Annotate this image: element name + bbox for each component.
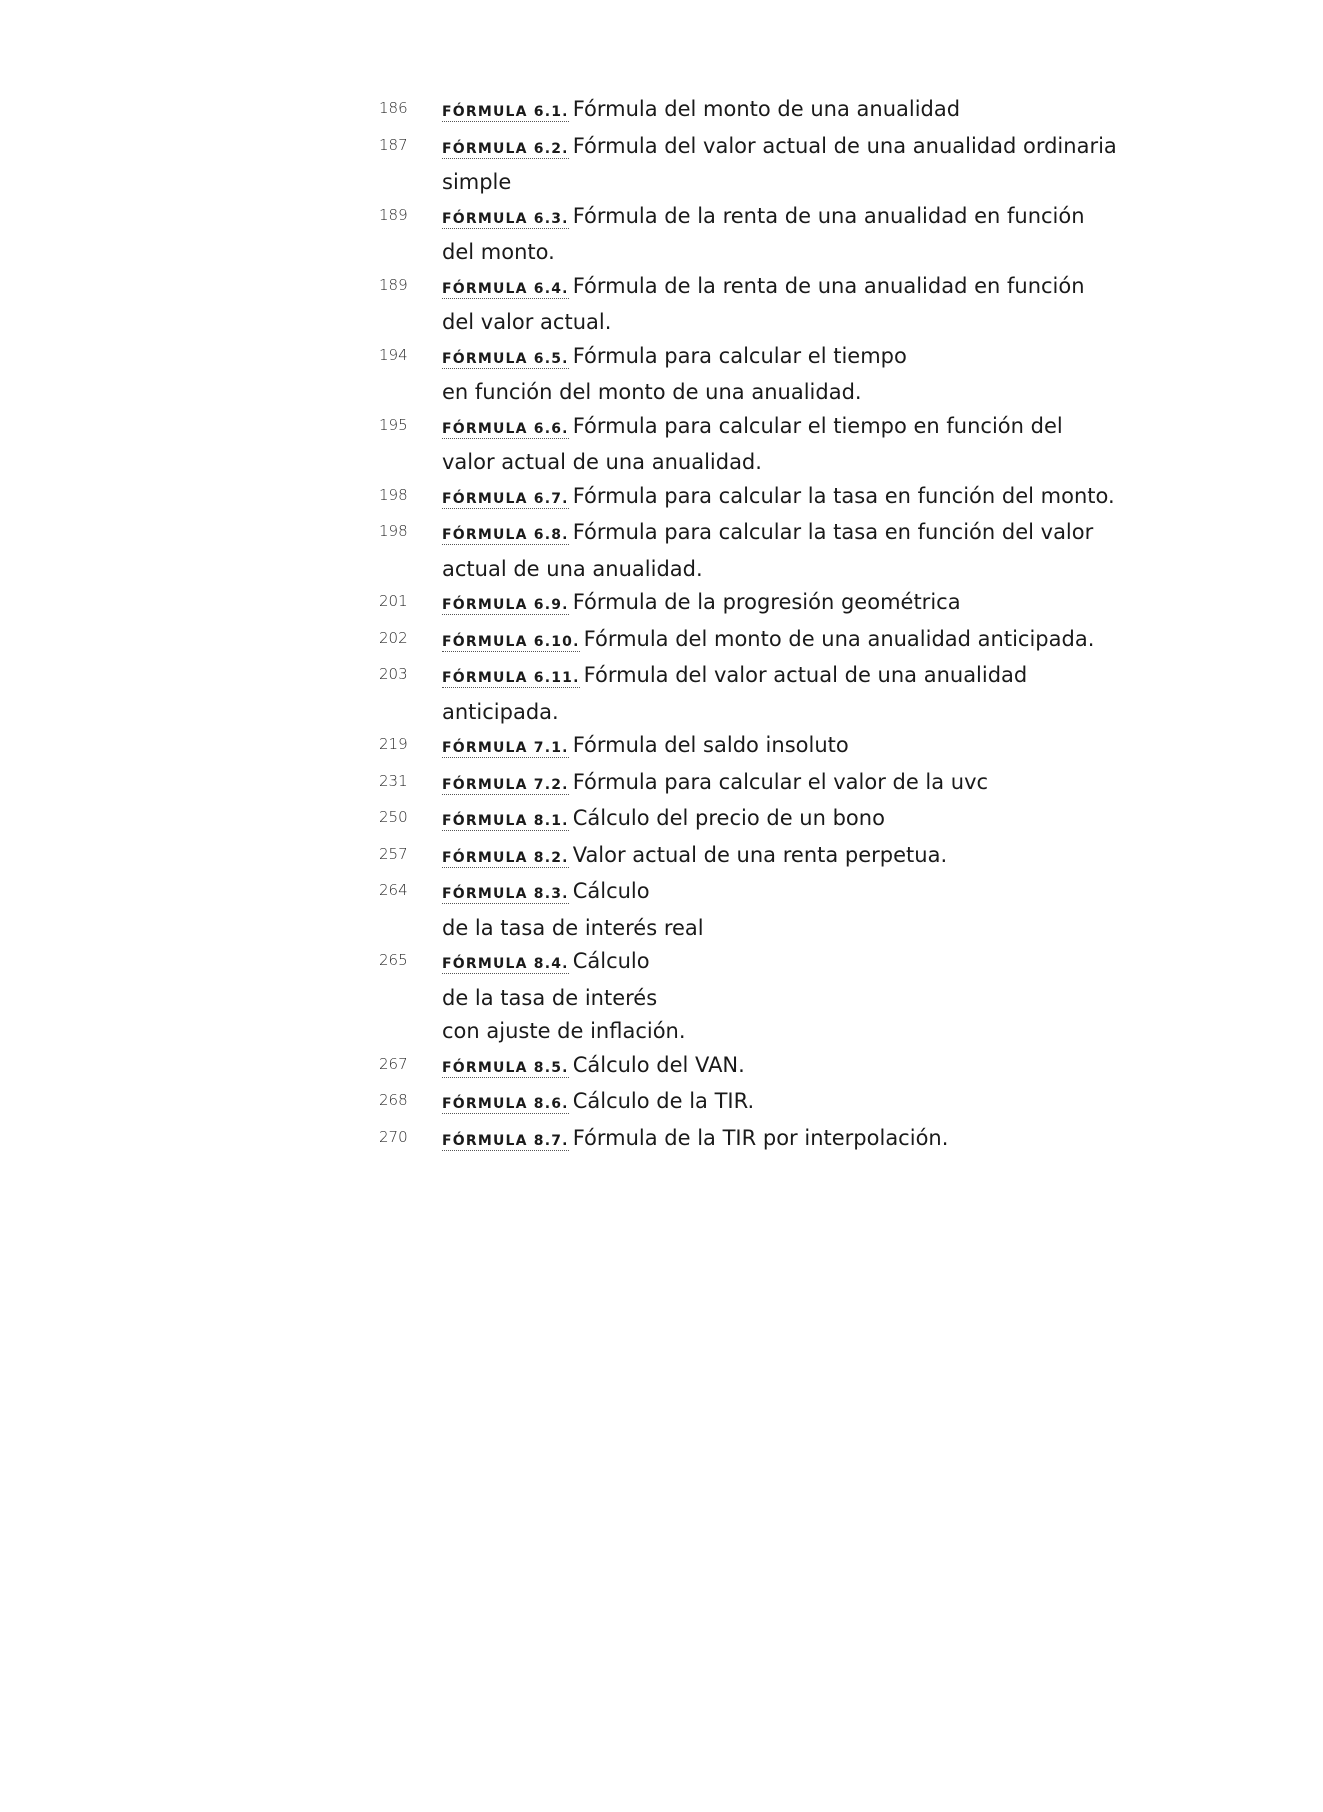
- page-number: 257: [379, 844, 408, 863]
- entry-text: [442, 93, 1162, 130]
- entry-text: [442, 875, 1162, 945]
- entry-text: [442, 1122, 1162, 1159]
- entry-title: con ajuste de inflación.: [442, 1019, 686, 1043]
- entry-title: de la tasa de interés real: [442, 915, 704, 940]
- entry-line: [442, 200, 1162, 237]
- entry-line: [442, 93, 1162, 130]
- index-entry: [0, 623, 1323, 660]
- formula-label: FÓRMULA 6.10.: [442, 633, 580, 650]
- formula-label: FÓRMULA 8.7.: [442, 1132, 569, 1149]
- formula-index: [0, 93, 1323, 1158]
- index-entry: [0, 516, 1323, 586]
- entry-line: [442, 839, 1162, 876]
- index-entry: [0, 480, 1323, 517]
- page-number: 201: [379, 592, 408, 610]
- entry-line: [442, 586, 1162, 623]
- index-entry: [0, 729, 1323, 766]
- formula-label: FÓRMULA 8.3.: [442, 886, 569, 902]
- entry-title: Fórmula para calcular el valor de la uvc: [572, 769, 989, 794]
- page-number: 219: [379, 735, 408, 753]
- page-number: 267: [379, 1054, 408, 1073]
- page-number: 198: [379, 485, 408, 504]
- page-number: 198: [379, 522, 408, 540]
- entry-line: [442, 376, 1162, 410]
- page-number: 186: [379, 99, 408, 117]
- entry-line: [442, 516, 1162, 553]
- entry-text: [442, 130, 1162, 200]
- index-entry: [0, 945, 1323, 1049]
- entry-text: [442, 623, 1162, 660]
- entry-text: [442, 766, 1162, 803]
- entry-title: Fórmula para calcular el tiempo: [572, 343, 907, 368]
- index-entry: [0, 1122, 1323, 1159]
- page-number: 265: [379, 951, 408, 969]
- entry-text: [442, 945, 1162, 1049]
- formula-label: FÓRMULA 6.8.: [442, 527, 569, 543]
- entry-line: [442, 236, 1162, 270]
- entry-title: del valor actual.: [442, 310, 612, 334]
- entry-text: [442, 1085, 1162, 1122]
- entry-title: Cálculo del precio de un bono: [572, 806, 885, 830]
- entry-line: [442, 696, 1162, 730]
- entry-title: actual de una anualidad.: [442, 556, 703, 581]
- page-number: 270: [379, 1127, 408, 1146]
- entry-line: [442, 553, 1162, 587]
- entry-line: [442, 1122, 1162, 1159]
- entry-text: [442, 480, 1162, 517]
- entry-text: [442, 340, 1162, 410]
- entry-line: [442, 659, 1162, 696]
- entry-text: [442, 802, 1162, 839]
- entry-title: del monto.: [442, 240, 555, 264]
- formula-label: FÓRMULA 6.3.: [442, 210, 569, 227]
- entry-line: [442, 1015, 1162, 1049]
- formula-label: FÓRMULA 6.7.: [442, 490, 569, 507]
- entry-title: en función del monto de una anualidad.: [442, 380, 862, 404]
- entry-text: [442, 1049, 1162, 1086]
- page-number: 250: [379, 808, 408, 826]
- index-entry: [0, 340, 1323, 410]
- entry-line: [442, 912, 1162, 946]
- entry-text: [442, 586, 1162, 623]
- page-number: 264: [379, 881, 408, 899]
- index-entry: [0, 802, 1323, 839]
- entry-title: Fórmula del saldo insoluto: [572, 733, 849, 757]
- formula-label: FÓRMULA 6.5.: [442, 350, 569, 367]
- page-number: 187: [379, 135, 408, 154]
- entry-title: Cálculo de la TIR.: [572, 1089, 755, 1113]
- entry-line: [442, 729, 1162, 766]
- entry-text: [442, 659, 1162, 729]
- index-entry: [0, 586, 1323, 623]
- entry-title: Fórmula para calcular el tiempo en función del: [572, 413, 1063, 438]
- page-number: 268: [379, 1091, 408, 1109]
- index-entry: [0, 839, 1323, 876]
- formula-label: FÓRMULA 8.5.: [442, 1059, 569, 1076]
- page-number: 203: [379, 665, 408, 683]
- entry-text: [442, 270, 1162, 340]
- entry-text: [442, 410, 1162, 480]
- entry-title: valor actual de una anualidad.: [442, 450, 762, 474]
- entry-line: [442, 166, 1162, 200]
- formula-label: FÓRMULA 6.9.: [442, 597, 569, 613]
- entry-line: [442, 270, 1162, 307]
- formula-label: FÓRMULA 7.2.: [442, 776, 569, 793]
- entry-title: Fórmula de la progresión geométrica: [572, 590, 961, 614]
- entry-text: [442, 729, 1162, 766]
- entry-line: [442, 340, 1162, 377]
- index-entry: [0, 93, 1323, 130]
- formula-label: FÓRMULA 7.1.: [442, 740, 569, 756]
- entry-line: [442, 875, 1162, 912]
- entry-text: [442, 839, 1162, 876]
- formula-label: FÓRMULA 6.4.: [442, 280, 569, 297]
- formula-label: FÓRMULA 6.2.: [442, 140, 569, 157]
- entry-title: Fórmula de la TIR por interpolación.: [572, 1125, 949, 1150]
- entry-line: [442, 306, 1162, 340]
- entry-line: [442, 446, 1162, 480]
- entry-title: Fórmula del monto de una anualidad: [572, 97, 961, 121]
- entry-title: simple: [442, 170, 512, 194]
- formula-label: FÓRMULA 6.1.: [442, 104, 569, 120]
- index-entry: [0, 659, 1323, 729]
- formula-label: FÓRMULA 8.1.: [442, 813, 569, 829]
- index-entry: [0, 875, 1323, 945]
- entry-title: Fórmula del monto de una anualidad anticipada.: [583, 626, 1095, 651]
- formula-label: FÓRMULA 6.11.: [442, 670, 580, 686]
- entry-title: Valor actual de una renta perpetua.: [572, 842, 948, 867]
- index-entry: [0, 200, 1323, 270]
- entry-line: [442, 410, 1162, 447]
- entry-title: Fórmula del valor actual de una anualidad ordinaria: [572, 133, 1117, 158]
- page-number: 189: [379, 275, 408, 294]
- formula-label: FÓRMULA 8.4.: [442, 956, 569, 972]
- formula-label: FÓRMULA 6.6.: [442, 420, 569, 437]
- formula-label: FÓRMULA 8.6.: [442, 1096, 569, 1112]
- entry-title: Cálculo del VAN.: [572, 1052, 745, 1077]
- entry-line: [442, 802, 1162, 839]
- index-entry: [0, 130, 1323, 200]
- entry-text: [442, 516, 1162, 586]
- entry-line: [442, 766, 1162, 803]
- entry-line: [442, 130, 1162, 167]
- entry-title: Fórmula de la renta de una anualidad en función: [572, 203, 1085, 228]
- entry-line: [442, 1049, 1162, 1086]
- formula-label: FÓRMULA 8.2.: [442, 849, 569, 866]
- index-entry: [0, 270, 1323, 340]
- entry-title: Fórmula para calcular la tasa en función del valor: [572, 520, 1094, 544]
- entry-line: [442, 982, 1162, 1016]
- page-number: 194: [379, 345, 408, 364]
- page-number: 231: [379, 771, 408, 790]
- entry-line: [442, 480, 1162, 517]
- entry-text: [442, 200, 1162, 270]
- page-number: 189: [379, 205, 408, 224]
- entry-title: Cálculo: [572, 949, 650, 973]
- entry-line: [442, 1085, 1162, 1122]
- index-entry: [0, 766, 1323, 803]
- entry-title: Fórmula del valor actual de una anualidad: [583, 663, 1028, 687]
- index-entry: [0, 410, 1323, 480]
- entry-title: Fórmula para calcular la tasa en función del monto.: [572, 483, 1115, 508]
- entry-title: Fórmula de la renta de una anualidad en función: [572, 273, 1085, 298]
- page-number: 202: [379, 628, 408, 647]
- entry-title: de la tasa de interés: [442, 985, 658, 1010]
- entry-line: [442, 945, 1162, 982]
- entry-line: [442, 623, 1162, 660]
- index-entry: [0, 1049, 1323, 1086]
- entry-title: anticipada.: [442, 699, 559, 724]
- entry-title: Cálculo: [572, 879, 650, 903]
- page-number: 195: [379, 415, 408, 434]
- index-entry: [0, 1085, 1323, 1122]
